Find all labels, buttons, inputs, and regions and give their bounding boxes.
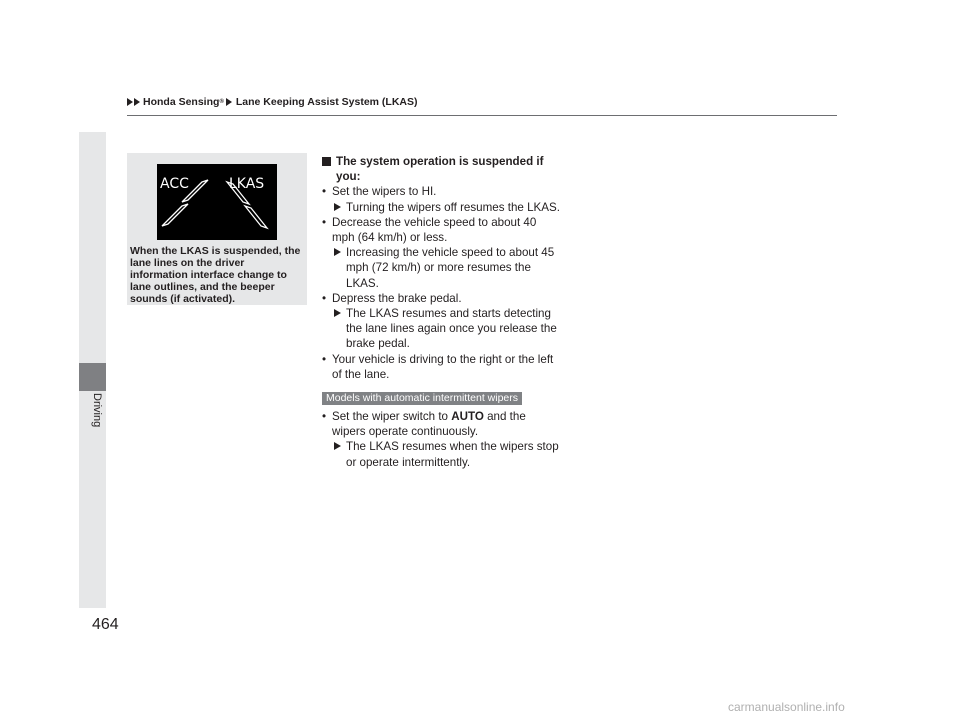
image-caption: When the LKAS is suspended, the lane lines on the driver information interface change to lane outlines, and the beeper sounds (if activated).: [130, 245, 301, 305]
sub-item: The LKAS resumes and starts detecting the lane lines again once you release the brake pedal.: [322, 306, 562, 352]
models-tag: Models with automatic intermittent wipers: [322, 392, 522, 405]
lkas-display-image: [157, 164, 277, 240]
arrow-icon: [334, 245, 346, 291]
arrow-icon: [226, 98, 232, 106]
arrow-icon: [134, 98, 140, 106]
section-label: Driving: [91, 393, 103, 428]
list-item: • Depress the brake pedal.: [322, 291, 462, 305]
acc-label: ACC: [160, 176, 189, 192]
arrow-icon: [334, 306, 346, 352]
sub-item: The LKAS resumes when the wipers stop or operate intermittently.: [322, 439, 562, 469]
arrow-icon: [334, 439, 346, 469]
side-note: [127, 153, 307, 305]
watermark: carmanualsonline.info: [728, 700, 845, 714]
breadcrumb-part-1: Honda Sensing: [143, 96, 220, 108]
breadcrumb-part-2: Lane Keeping Assist System (LKAS): [235, 96, 418, 108]
breadcrumb: [127, 96, 418, 108]
main-content: [322, 154, 562, 470]
lkas-label: LKAS: [229, 176, 265, 192]
list-item: • Set the wipers to HI.: [322, 185, 437, 199]
page-number: 464: [92, 616, 119, 633]
sub-item: Turning the wipers off resumes the LKAS.: [322, 200, 562, 215]
arrow-icon: [334, 200, 346, 215]
side-tab-marker: [79, 363, 106, 391]
header-rule: [127, 115, 837, 116]
arrow-icon: [127, 98, 133, 106]
section-heading: The system operation is suspended if you:: [322, 154, 562, 184]
list-item: • Your vehicle is driving to the right or the left of the lane.: [322, 352, 554, 381]
registered-mark: ®: [219, 99, 224, 105]
list-item: • Set the wiper switch to AUTO and the wipers operate continuously.: [322, 410, 526, 439]
list-item: • Decrease the vehicle speed to about 40 mph (64 km/h) or less.: [322, 215, 537, 245]
square-bullet-icon: [322, 157, 331, 166]
sub-item: Increasing the vehicle speed to about 45 mph (72 km/h) or more resumes the LKAS.: [322, 245, 562, 291]
